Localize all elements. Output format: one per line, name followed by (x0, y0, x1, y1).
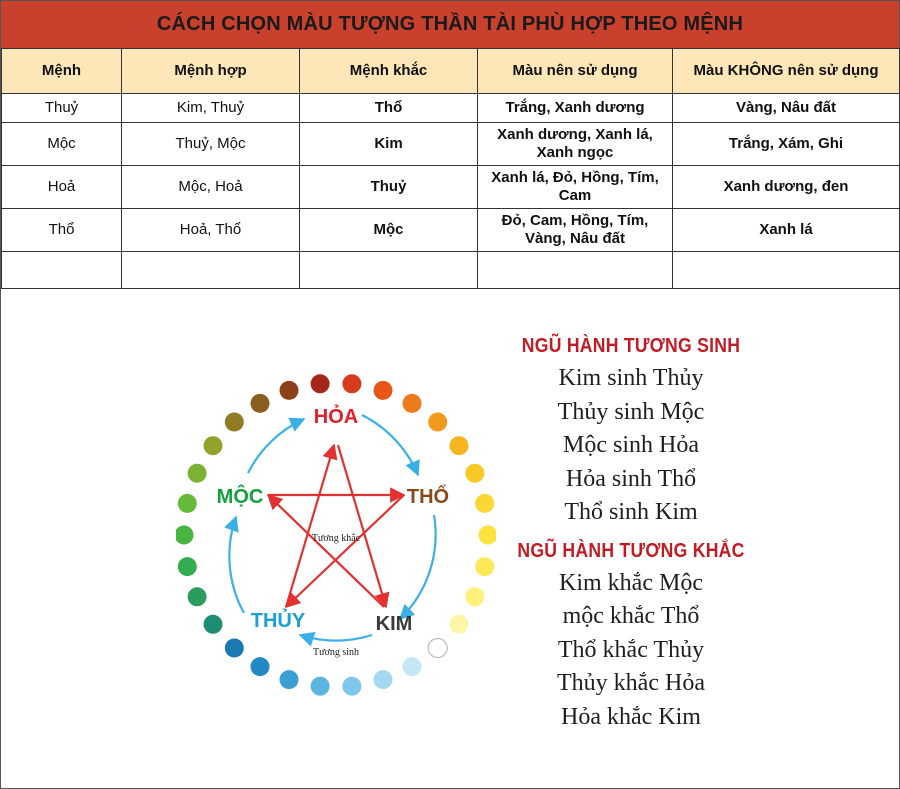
tuong-khac-line: Hỏa khắc Kim (561, 703, 701, 730)
cell-menh: Mộc (2, 123, 122, 166)
color-dot (178, 557, 197, 576)
color-dot (475, 494, 494, 513)
color-dot (403, 394, 422, 413)
header-menh-khac: Mệnh khắc (300, 49, 478, 94)
arrow-hoa-tho (362, 415, 418, 475)
color-dot (465, 587, 484, 606)
arrow-hoa-kim (338, 445, 386, 607)
color-dot (188, 464, 207, 483)
tuong-khac-line: Thổ khắc Thủy (557, 636, 705, 663)
tuong-sinh-line: Thủy sinh Mộc (557, 398, 705, 425)
color-dot (280, 381, 299, 400)
color-dot (251, 657, 270, 676)
color-dot (374, 381, 393, 400)
color-dot (342, 374, 361, 393)
cell-mau-nen: Đỏ, Cam, Hồng, Tím, Vàng, Nâu đất (478, 209, 673, 252)
color-dot (428, 413, 447, 432)
tuong-sinh-label: Tương sinh (313, 647, 359, 658)
tuong-sinh-line: Mộc sinh Hỏa (563, 432, 699, 458)
element-hoa: HỎA (313, 406, 359, 428)
table-row (2, 209, 900, 252)
header-mau-khong-nen: Màu KHÔNG nên sử dụng (673, 49, 900, 94)
ngu-hanh-figure (1, 295, 899, 789)
color-dot (403, 657, 422, 676)
color-dot (280, 670, 299, 689)
ngu-hanh-wheel (176, 345, 496, 745)
element-tho: THỔ (406, 486, 450, 508)
header-menh-hop: Mệnh hợp (122, 49, 300, 94)
table-row (2, 123, 900, 166)
color-dot (178, 494, 197, 513)
cell-menh-khac: Mộc (300, 209, 478, 252)
cell-mau-khong-nen: Xanh dương, đen (673, 166, 900, 209)
color-dot (374, 670, 393, 689)
empty-cell (2, 252, 122, 289)
cell-menh-hop: Thuỷ, Mộc (122, 123, 300, 166)
color-dot (311, 677, 330, 696)
color-dot (311, 374, 330, 393)
tuong-khac-heading: NGŨ HÀNH TƯƠNG KHẮC (517, 539, 745, 562)
color-dot (251, 394, 270, 413)
cell-menh: Thổ (2, 209, 122, 252)
sheet-title: CÁCH CHỌN MÀU TƯỢNG THẦN TÀI PHÙ HỢP THEO MỆNH (1, 1, 899, 48)
arrow-tho-kim (400, 515, 436, 619)
header-menh: Mệnh (2, 49, 122, 94)
cell-menh-hop: Mộc, Hoả (122, 166, 300, 209)
empty-cell (478, 252, 673, 289)
cell-menh-khac: Thuỷ (300, 166, 478, 209)
cell-menh-hop: Hoả, Thổ (122, 209, 300, 252)
arrow-moc-hoa (248, 419, 304, 473)
arrow-kim-moc (268, 495, 384, 607)
color-dot (176, 526, 194, 545)
cell-mau-khong-nen: Xanh lá (673, 209, 900, 252)
tuong-khac-arrows (268, 445, 404, 607)
color-dot (479, 526, 497, 545)
cell-menh-khac: Kim (300, 123, 478, 166)
table-row (2, 94, 900, 123)
menh-table (1, 48, 900, 289)
element-kim: KIM (375, 613, 413, 635)
color-dot (450, 436, 469, 455)
color-dot (450, 615, 469, 634)
color-dot (342, 677, 361, 696)
color-dot (204, 436, 223, 455)
cell-mau-khong-nen: Trắng, Xám, Ghi (673, 123, 900, 166)
element-thuy: THỦY (250, 610, 306, 632)
color-dot (188, 587, 207, 606)
table-row-empty (2, 252, 900, 289)
empty-cell (300, 252, 478, 289)
cell-menh: Hoả (2, 166, 122, 209)
tuong-khac-line: Kim khắc Mộc (559, 569, 703, 596)
empty-cell (122, 252, 300, 289)
cell-mau-khong-nen: Vàng, Nâu đất (673, 94, 900, 123)
color-dot (225, 413, 244, 432)
color-dot (225, 639, 244, 658)
tuong-khac-line: Thủy khắc Hỏa (557, 670, 705, 696)
color-dot (204, 615, 223, 634)
header-mau-nen: Màu nên sử dụng (478, 49, 673, 94)
arrow-thuy-moc (229, 517, 244, 613)
tuong-sinh-line: Kim sinh Thủy (558, 365, 704, 391)
arrow-thuy-hoa (286, 445, 334, 607)
table-row (2, 166, 900, 209)
element-moc: MỘC (216, 486, 264, 508)
color-dot (465, 464, 484, 483)
cell-menh: Thuỷ (2, 94, 122, 123)
tuong-khac-line: mộc khắc Thổ (562, 603, 700, 629)
cell-mau-nen: Xanh dương, Xanh lá, Xanh ngọc (478, 123, 673, 166)
cell-mau-nen: Trắng, Xanh dương (478, 94, 673, 123)
color-dot (475, 557, 494, 576)
arrow-kim-thuy (300, 635, 372, 641)
tuong-sinh-line: Hỏa sinh Thổ (565, 465, 697, 492)
color-dot (428, 639, 447, 658)
header-row (2, 49, 900, 94)
cell-menh-hop: Kim, Thuỷ (122, 94, 300, 123)
ngu-hanh-text (501, 335, 761, 734)
cell-menh-khac: Thổ (300, 94, 478, 123)
empty-cell (673, 252, 900, 289)
tuong-sinh-heading: NGŨ HÀNH TƯƠNG SINH (521, 335, 741, 357)
tuong-khac-label: Tương khắc (311, 533, 361, 544)
cell-mau-nen: Xanh lá, Đỏ, Hồng, Tím, Cam (478, 166, 673, 209)
tuong-sinh-line: Thổ sinh Kim (564, 499, 698, 525)
